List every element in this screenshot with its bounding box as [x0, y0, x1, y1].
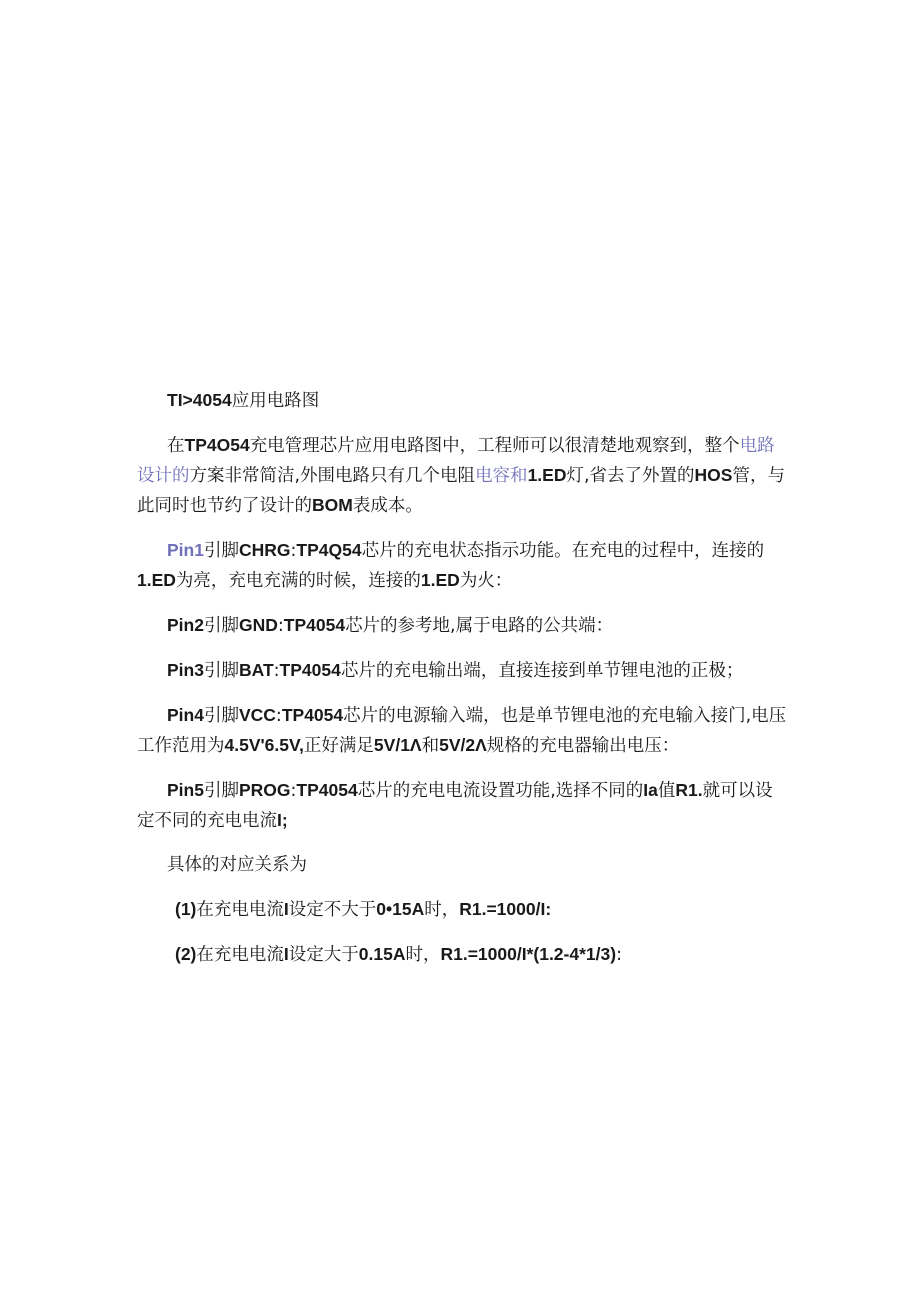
relation-heading: 具体的对应关系为 — [167, 855, 307, 875]
pin1-paragraph: Pin1引脚CHRG:TP4Q54芯片的充电状态指示功能。在充电的过程中，连接的1.ED为亮，充电充满的时候，连接的1.ED为火： — [137, 540, 765, 591]
intro-paragraph: 在TP4O54充电管理芯片应用电路图中，工程师可以很清楚地观察到，整个电路设计的方案非常简洁,外围电路只有几个电阻电容和1.ED灯,省去了外置的HOS管，与此同时也节约了设计的BOM表成本。 — [137, 435, 785, 516]
pin5-paragraph: Pin5引脚PROG:TP4054芯片的充电电流设置功能,选择不同的Ia值R1.就可以设定不同的充电电流I; — [137, 780, 773, 831]
pin2-paragraph: Pin2引脚GND:TP4054芯片的参考地,属于电路的公共端： — [167, 615, 614, 636]
formula-1: (1)在充电电流I设定不大于0•15A时，R1.=1000/I: — [175, 899, 552, 920]
circuit-design-link[interactable]: 电路设计的 — [137, 436, 775, 486]
capacitor-link[interactable]: 电容和 — [475, 466, 528, 486]
pin3-paragraph: Pin3引脚BAT:TP4054芯片的充电输出端，直接连接到单节锂电池的正极； — [167, 660, 744, 681]
pin1-link[interactable]: Pin1 — [167, 540, 204, 560]
doc-title: TI>4054应用电路图 — [167, 390, 320, 411]
formula-2: (2)在充电电流I设定大于0.15A时，R1.=1000/I*(1.2-4*1/3): — [175, 944, 622, 965]
document-page — [137, 386, 787, 970]
pin4-paragraph: Pin4引脚VCC:TP4054芯片的电源输入端，也是单节锂电池的充电输入接门,电压工作范用为4.5V'6.5V,正好满足5V/1Λ和5V/2Λ规格的充电器输出电压： — [137, 705, 787, 756]
